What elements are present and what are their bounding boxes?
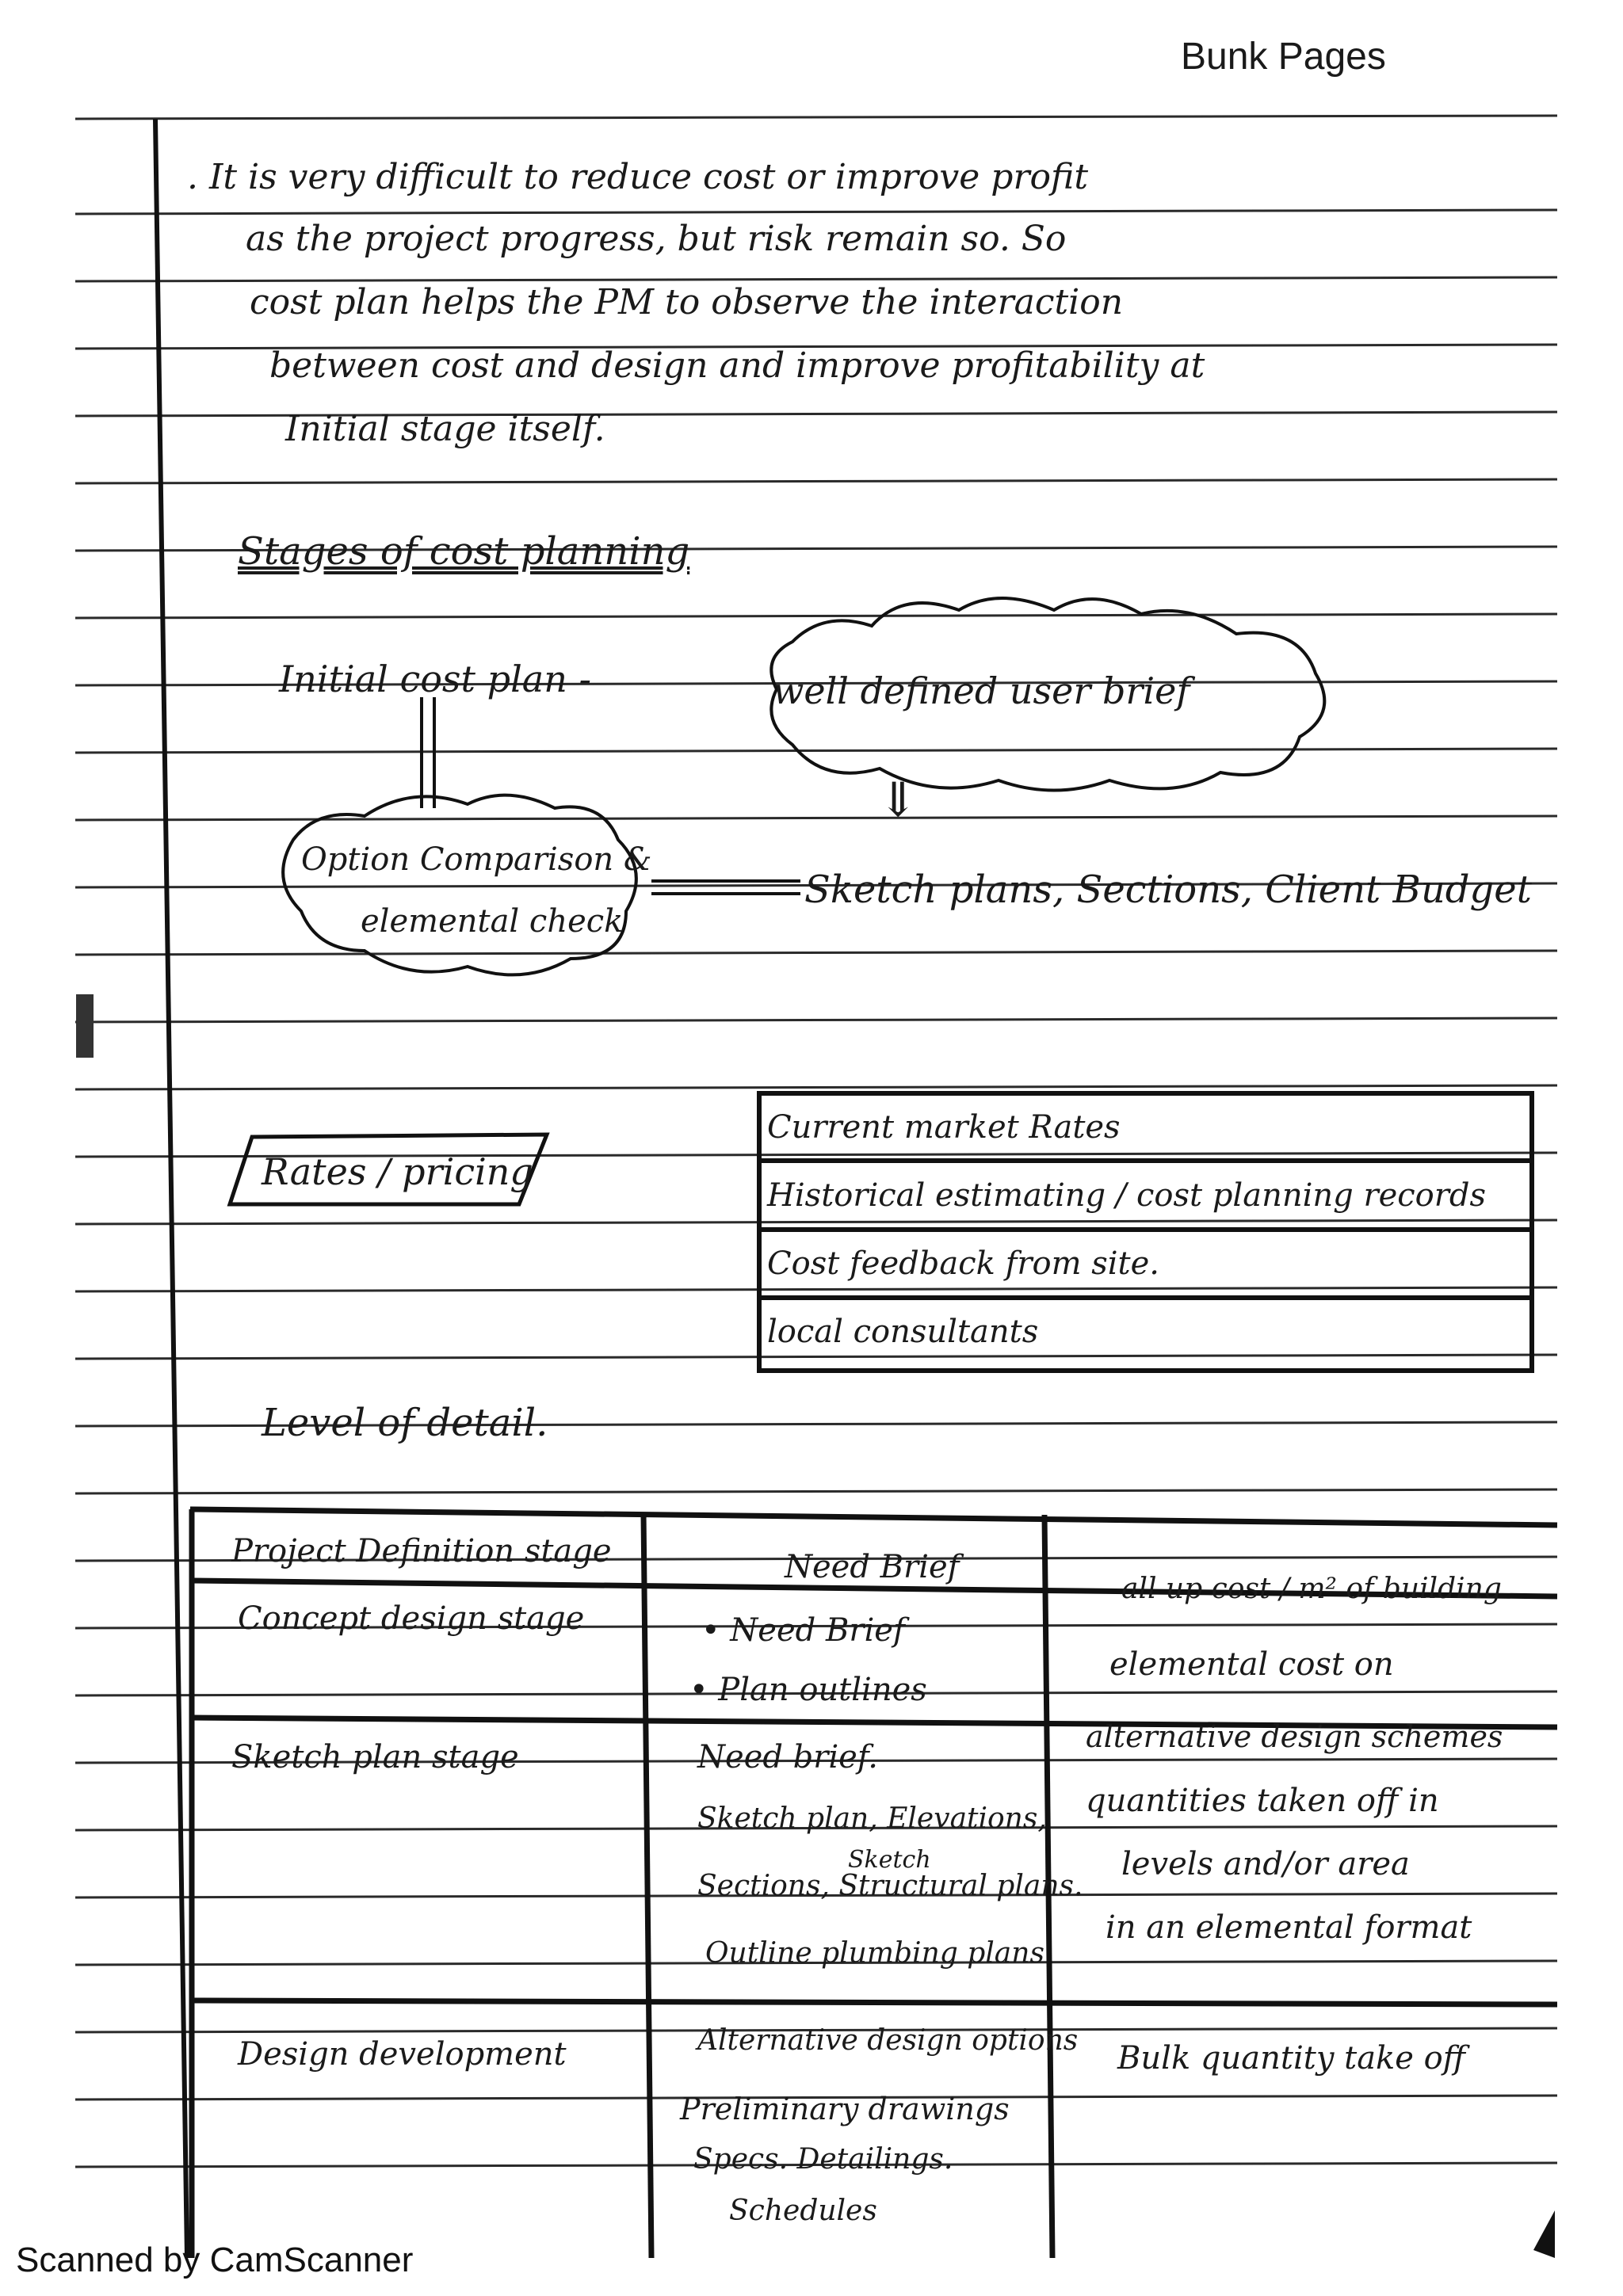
row3-info-1: Alternative design options — [697, 2024, 1079, 2057]
row1-info-1: Need Brief — [785, 1549, 960, 1585]
brand-label: Bunk Pages — [1181, 36, 1386, 78]
row3-method-1: Bulk quantity take off — [1117, 2040, 1466, 2077]
row3-info-2: Preliminary drawings — [680, 2092, 1010, 2126]
row1-info-2: • Need Brief — [701, 1612, 905, 1649]
intro-line-3: cost plan helps the PM to observe the interaction — [250, 282, 1124, 322]
row3-info-3: Specs. Detailings. — [693, 2143, 953, 2176]
row2-info-1: Need brief. — [697, 1739, 878, 1775]
intro-line-4: between cost and design and improve profitability at — [269, 345, 1205, 386]
arrow-down-icon: ⇓ — [878, 772, 918, 828]
row2-method-4: in an elemental format — [1106, 1909, 1472, 1946]
row1-stage-2: Concept design stage — [238, 1600, 585, 1637]
row2-info-note: Sketch — [848, 1846, 931, 1874]
rates-source-2: Historical estimating / cost planning records — [767, 1177, 1486, 1214]
row3-info-4: Schedules — [729, 2195, 877, 2227]
row2-info-4: Outline plumbing plans — [705, 1937, 1044, 1970]
cloud-brief-text: well defined user brief — [773, 669, 1190, 712]
rates-label: Rates / pricing — [262, 1150, 533, 1193]
row1-info-3: • Plan outlines — [689, 1672, 927, 1708]
row2-method-1: alternative design schemes — [1086, 1719, 1503, 1754]
detail-heading: Level of detail. — [262, 1401, 548, 1445]
cloud-option-line-1: Option Comparison & — [301, 841, 652, 878]
row1-method-1: all up cost / m² of building — [1121, 1573, 1502, 1605]
cloud-option-shape — [283, 795, 636, 975]
rates-source-3: Cost feedback from site. — [767, 1245, 1159, 1282]
row3-stage-1: Design development — [238, 2036, 567, 2073]
intro-line-5: Initial stage itself. — [285, 409, 605, 449]
row2-info-3: Sections, Structural plans. — [697, 1870, 1083, 1902]
intro-line-2: as the project progress, but risk remain so. So — [246, 219, 1067, 259]
rates-source-4: local consultants — [767, 1314, 1039, 1350]
row2-stage-1: Sketch plan stage — [231, 1739, 519, 1775]
intro-line-1: . It is very difficult to reduce cost or improve profit — [187, 157, 1089, 197]
stages-heading: Stages of cost planning — [238, 529, 690, 574]
scanner-watermark: Scanned by CamScanner — [16, 2241, 414, 2279]
row1-stage-1: Project Definition stage — [231, 1533, 612, 1569]
row2-info-2: Sketch plan, Elevations, — [697, 1802, 1047, 1835]
row2-method-3: levels and/or area — [1121, 1846, 1410, 1882]
initial-cost-plan-label: Initial cost plan - — [279, 658, 592, 700]
row2-method-2: quantities taken off in — [1086, 1783, 1439, 1819]
rates-source-1: Current market Rates — [767, 1109, 1121, 1146]
cloud-option-line-2: elemental check — [361, 903, 624, 940]
sketch-plans-text: Sketch plans, Sections, Client Budget — [804, 868, 1532, 912]
row1-method-2: elemental cost on — [1109, 1646, 1394, 1683]
